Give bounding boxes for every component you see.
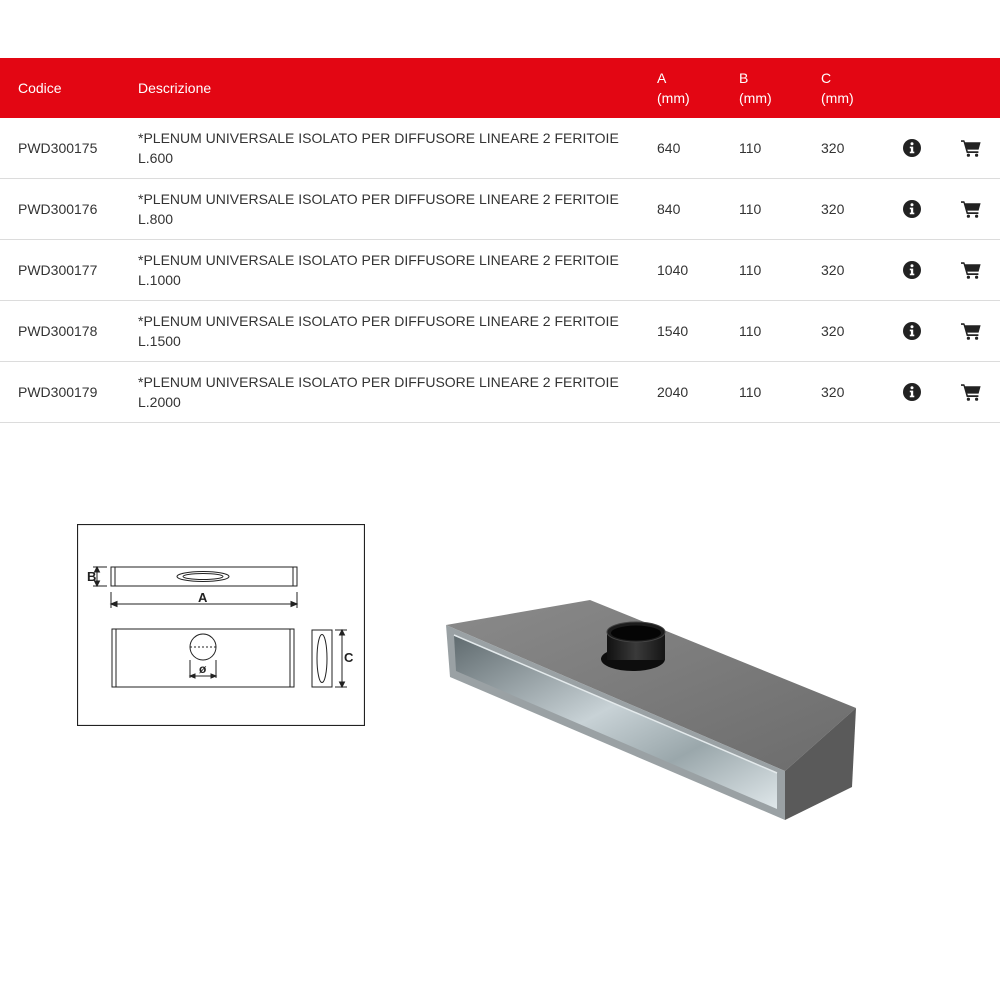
info-button[interactable]: [902, 301, 922, 361]
row-c: 320: [821, 384, 845, 400]
shopping-cart-icon: [961, 261, 981, 279]
label-diameter: ø: [199, 662, 207, 676]
add-to-cart-button[interactable]: [960, 118, 982, 178]
info-circle-icon: [903, 383, 921, 401]
header-b: [739, 58, 772, 118]
row-a: 640: [657, 140, 681, 156]
add-to-cart-button[interactable]: [960, 240, 982, 300]
header-a-label: A: [657, 70, 667, 86]
row-b: 110: [739, 323, 762, 339]
drawing-frame: [78, 525, 365, 726]
row-code: PWD300175: [18, 140, 98, 156]
shopping-cart-icon: [961, 383, 981, 401]
info-button[interactable]: [902, 118, 922, 178]
table-row: [0, 301, 1000, 362]
row-c: 320: [821, 323, 845, 339]
row-code: PWD300178: [18, 323, 98, 339]
label-c: C: [344, 650, 354, 665]
info-circle-icon: [903, 139, 921, 157]
row-code: PWD300176: [18, 201, 98, 217]
row-b: 110: [739, 384, 762, 400]
header-b-label: B: [739, 70, 749, 86]
row-code: PWD300179: [18, 384, 98, 400]
header-c-label: C: [821, 70, 832, 86]
row-description: *PLENUM UNIVERSALE ISOLATO PER DIFFUSORE LINEARE 2 FERITOIE L.1500: [138, 313, 619, 349]
header-a: [657, 58, 690, 118]
add-to-cart-button[interactable]: [960, 301, 982, 361]
row-a: 1040: [657, 262, 689, 278]
row-c: 320: [821, 262, 845, 278]
row-a: 840: [657, 201, 681, 217]
header-c: [821, 58, 854, 118]
table-row: [0, 240, 1000, 301]
info-button[interactable]: [902, 362, 922, 422]
add-to-cart-button[interactable]: [960, 179, 982, 239]
row-description: *PLENUM UNIVERSALE ISOLATO PER DIFFUSORE LINEARE 2 FERITOIE L.800: [138, 191, 619, 227]
row-b: 110: [739, 201, 762, 217]
row-code: PWD300177: [18, 262, 98, 278]
info-button[interactable]: [902, 240, 922, 300]
technical-drawing: [77, 524, 365, 726]
row-description: *PLENUM UNIVERSALE ISOLATO PER DIFFUSORE LINEARE 2 FERITOIE L.1000: [138, 252, 619, 288]
label-a: A: [198, 590, 208, 605]
table-row: [0, 362, 1000, 423]
info-circle-icon: [903, 261, 921, 279]
row-c: 320: [821, 140, 845, 156]
row-description: *PLENUM UNIVERSALE ISOLATO PER DIFFUSORE LINEARE 2 FERITOIE L.600: [138, 130, 619, 166]
row-a: 2040: [657, 384, 689, 400]
shopping-cart-icon: [961, 322, 981, 340]
info-circle-icon: [903, 322, 921, 340]
shopping-cart-icon: [961, 139, 981, 157]
info-circle-icon: [903, 200, 921, 218]
table-row: [0, 118, 1000, 179]
row-description: *PLENUM UNIVERSALE ISOLATO PER DIFFUSORE LINEARE 2 FERITOIE L.2000: [138, 374, 619, 410]
header-c-unit: (mm): [821, 90, 854, 106]
product-image: [440, 595, 860, 825]
add-to-cart-button[interactable]: [960, 362, 982, 422]
header-description: Descrizione: [138, 80, 212, 96]
shopping-cart-icon: [961, 200, 981, 218]
header-b-unit: (mm): [739, 90, 772, 106]
table-header: [0, 58, 1000, 118]
header-code: Codice: [18, 80, 62, 96]
row-b: 110: [739, 140, 762, 156]
row-b: 110: [739, 262, 762, 278]
header-a-unit: (mm): [657, 90, 690, 106]
product-table: [0, 58, 1000, 423]
row-a: 1540: [657, 323, 689, 339]
label-b: B: [87, 569, 97, 584]
table-row: [0, 179, 1000, 240]
row-c: 320: [821, 201, 845, 217]
round-collar: [601, 622, 665, 671]
info-button[interactable]: [902, 179, 922, 239]
